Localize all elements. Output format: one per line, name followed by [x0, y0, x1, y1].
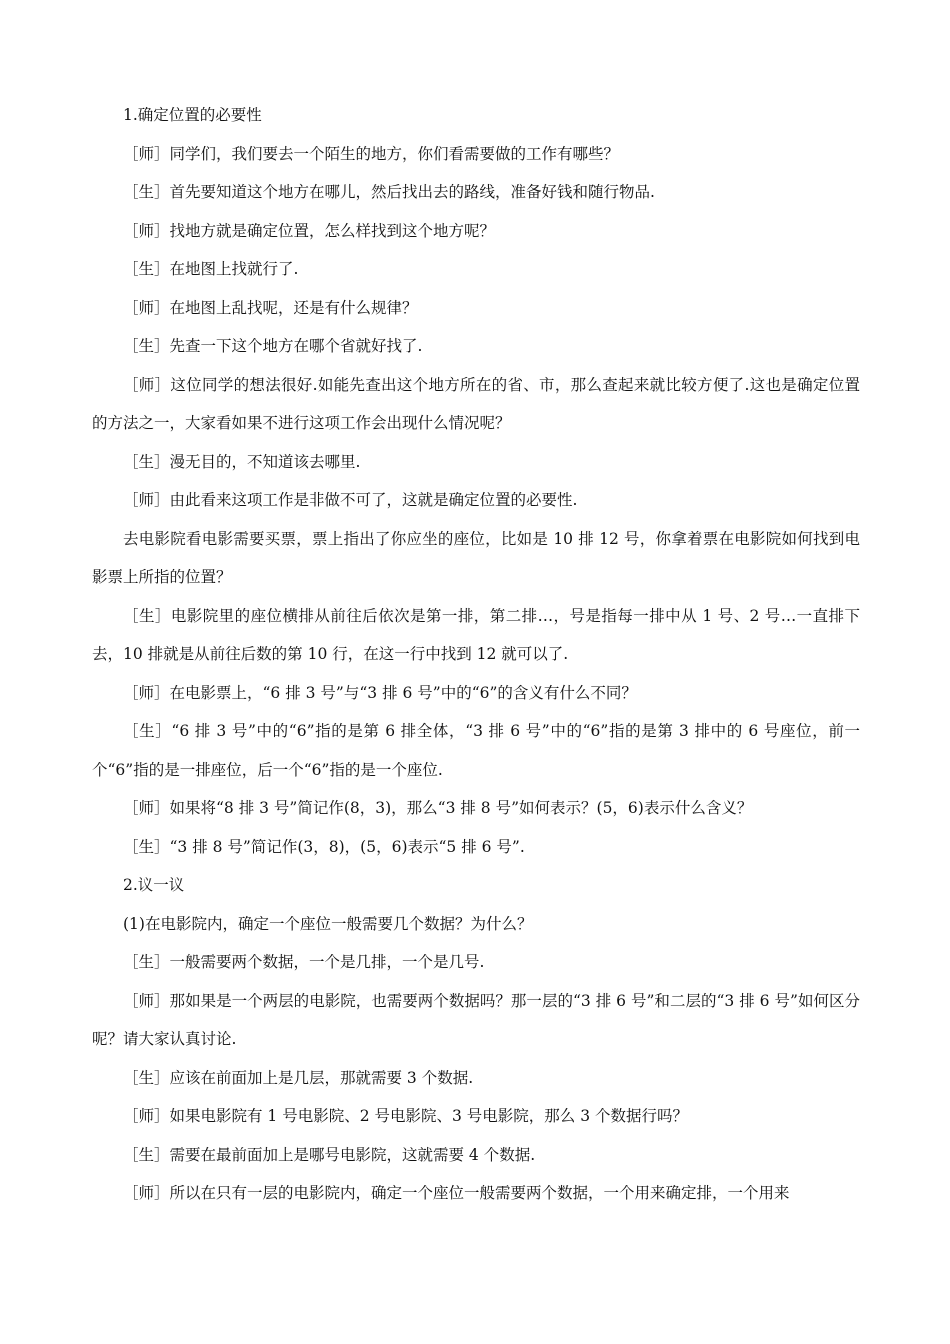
dialogue-line: ［师］在电影票上，“6 排 3 号”与“3 排 6 号”中的“6”的含义有什么不同？ — [123, 683, 637, 702]
dialogue-line: ［生］需要在最前面加上是哪号电影院，这就需要 4 个数据. — [123, 1145, 536, 1164]
discussion-question: (1)在电影院内，确定一个座位一般需要几个数据？为什么？ — [123, 914, 533, 933]
dialogue-line: ［师］所以在只有一层的电影院内，确定一个座位一般需要两个数据，一个用来确定排，一个用来 — [123, 1184, 790, 1202]
dialogue-line: ［生］在地图上找就行了. — [123, 260, 299, 278]
dialogue-line: ［生］应该在前面加上是几层，那就需要 3 个数据. — [123, 1068, 474, 1087]
narrative-paragraph: 去电影院看电影需要买票，票上指出了你应坐的座位，比如是 10 排 12 号，你拿着票在电影院如何找到电影票上所指的位置？ — [92, 529, 860, 586]
dialogue-line: ［生］电影院里的座位横排从前往后依次是第一排，第二排…，号是指每一排中从 1 号、2 号…一直排下去，10 排就是从前往后数的第 10 行，在这一行中找到 12 就可以了. — [92, 606, 860, 663]
dialogue-line: ［师］找地方就是确定位置，怎么样找到这个地方呢？ — [123, 221, 496, 240]
dialogue-line: ［生］首先要知道这个地方在哪儿，然后找出去的路线，准备好钱和随行物品. — [123, 183, 655, 201]
dialogue-line: ［生］“6 排 3 号”中的“6”指的是第 6 排全体，“3 排 6 号”中的“6”指的是第 3 排中的 6 号座位，前一个“6”指的是一排座位，后一个“6”指的是一个座位. — [92, 722, 860, 779]
dialogue-line: ［师］由此看来这项工作是非做不可了，这就是确定位置的必要性. — [123, 491, 578, 509]
dialogue-line: ［师］这位同学的想法很好.如能先查出这个地方所在的省、市，那么查起来就比较方便了.这也是确定位置的方法之一，大家看如果不进行这项工作会出现什么情况呢？ — [92, 375, 860, 432]
dialogue-line: ［生］一般需要两个数据，一个是几排，一个是几号. — [123, 953, 485, 971]
document-body — [92, 96, 860, 1213]
dialogue-line: ［师］同学们，我们要去一个陌生的地方，你们看需要做的工作有哪些？ — [123, 144, 620, 163]
section-heading-1: 1.确定位置的必要性 — [123, 106, 262, 124]
dialogue-line: ［师］在地图上乱找呢，还是有什么规律？ — [123, 298, 418, 317]
dialogue-line: ［生］先查一下这个地方在哪个省就好找了. — [123, 337, 423, 355]
dialogue-line: ［生］漫无目的，不知道该去哪里. — [123, 452, 361, 471]
dialogue-line: ［师］如果电影院有 1 号电影院、2 号电影院、3 号电影院，那么 3 个数据行吗？ — [123, 1107, 689, 1125]
dialogue-line: ［师］如果将“8 排 3 号”简记作(8，3)，那么“3 排 8 号”如何表示？(5，6)表示什么含义？ — [123, 799, 753, 817]
dialogue-line: ［师］那如果是一个两层的电影院，也需要两个数据吗？那一层的“3 排 6 号”和二层的“3 排 6 号”如何区分呢？请大家认真讨论. — [92, 991, 860, 1048]
section-heading-2: 2.议一议 — [123, 876, 185, 894]
dialogue-line: ［生］“3 排 8 号”简记作(3，8)，(5，6)表示“5 排 6 号”. — [123, 837, 525, 856]
